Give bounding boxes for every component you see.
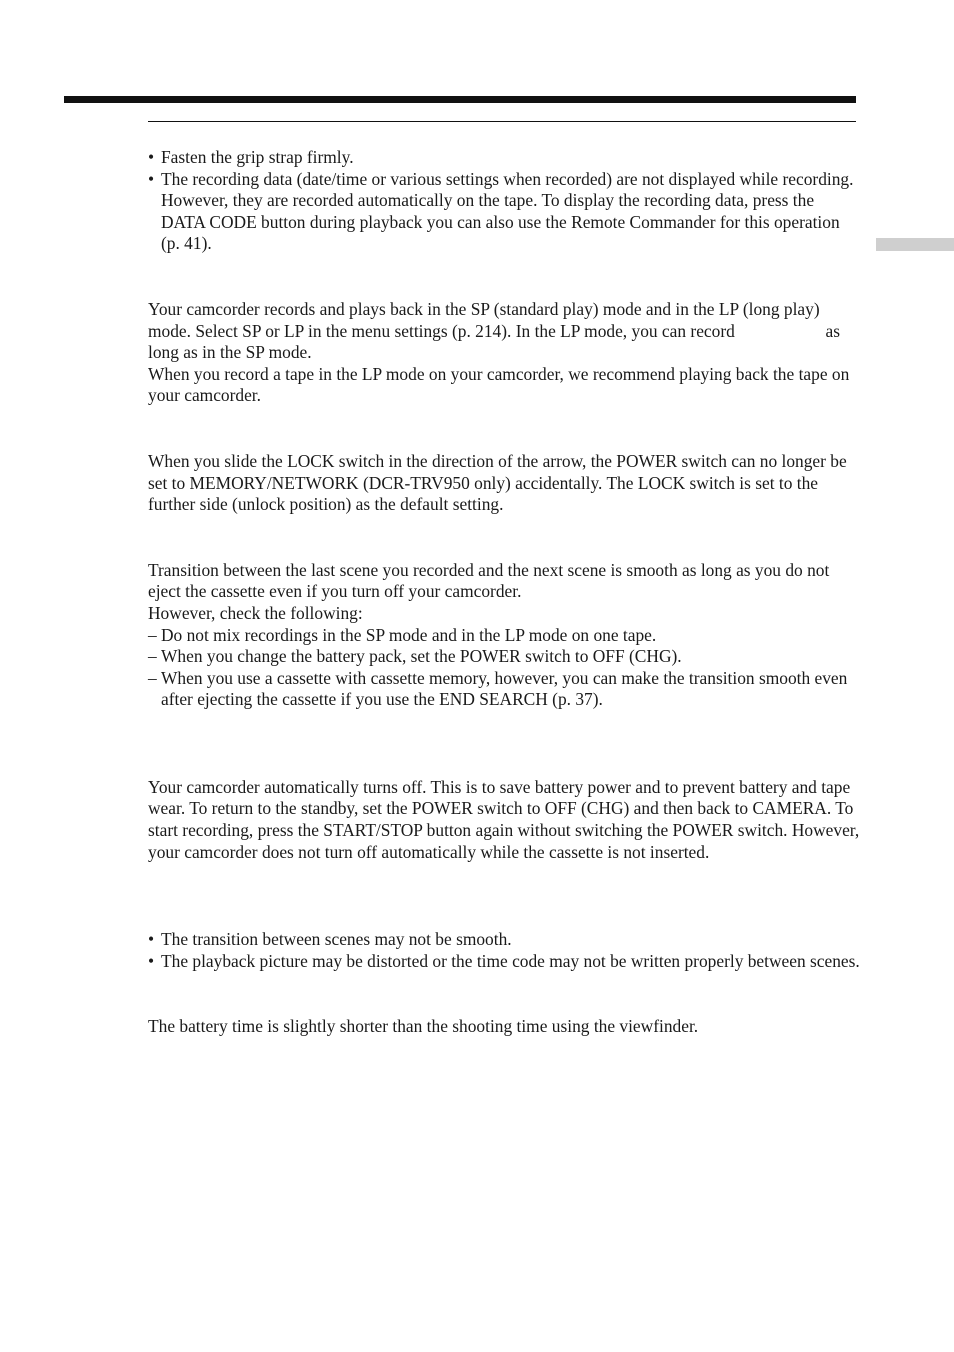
section1-list	[148, 147, 860, 255]
header-rule-thin	[148, 121, 856, 122]
spacer	[148, 407, 860, 451]
spacer	[148, 516, 860, 560]
list-item: • Fasten the grip strap firmly.	[148, 147, 860, 169]
section2-paragraph-2: When you record a tape in the LP mode on your camcorder, we recommend playing back the tape on your camcorder.	[148, 363, 850, 406]
spacer	[148, 972, 860, 1016]
list-item: – Do not mix recordings in the SP mode and in the LP mode on one tape.	[148, 625, 860, 647]
section4-paragraph-1: Transition between the last scene you recorded and the next scene is smooth as long as you do not eject the cassette even if you turn off your camcorder.	[148, 559, 830, 602]
spacer	[148, 255, 860, 299]
header-rule-thick	[64, 96, 856, 103]
list-item: • The recording data (date/time or various settings when recorded) are not displayed while recording. However, they are recorded automatically on the tape. To display the recording data, press the DATA CODE button during playback you can also use the Remote Commander for this operation (p. 41).	[148, 169, 860, 255]
page-content	[148, 147, 860, 1038]
section5-paragraph: Your camcorder automatically turns off. This is to save battery power and to prevent battery and tape wear. To return to the standby, set the POWER switch to OFF (CHG) and then back to CAMERA. To start recording, press the START/STOP button again without switching the POWER switch. However, your camcorder does not turn off automatically while the cassette is not inserted.	[148, 776, 860, 862]
section6-list	[148, 929, 860, 972]
list-item: – When you change the battery pack, set the POWER switch to OFF (CHG).	[148, 646, 860, 668]
section4-paragraph-2: However, check the following:	[148, 602, 363, 623]
section3-paragraph: When you slide the LOCK switch in the direction of the arrow, the POWER switch can no longer be set to MEMORY/NETWORK (DCR-TRV950 only) accidentally. The LOCK switch is set to the further side (unlock position) as the default setting.	[148, 450, 847, 515]
section2-paragraph-1: Your camcorder records and plays back in the SP (standard play) mode and in the LP (long play) mode. Select SP or LP in the menu settings (p. 214). In the LP mode, you can record as long as in the SP mode.	[148, 298, 841, 363]
chapter-tab	[876, 238, 954, 251]
list-item: – When you use a cassette with cassette memory, however, you can make the transition smooth even after ejecting the cassette if you use the END SEARCH (p. 37).	[148, 668, 860, 711]
list-item: • The playback picture may be distorted or the time code may not be written properly between scenes.	[148, 951, 860, 973]
section7-paragraph: The battery time is slightly shorter than the shooting time using the viewfinder.	[148, 1016, 699, 1037]
section4-list	[148, 625, 860, 711]
list-item: • The transition between scenes may not be smooth.	[148, 929, 860, 951]
spacer	[148, 711, 860, 777]
spacer	[148, 863, 860, 929]
